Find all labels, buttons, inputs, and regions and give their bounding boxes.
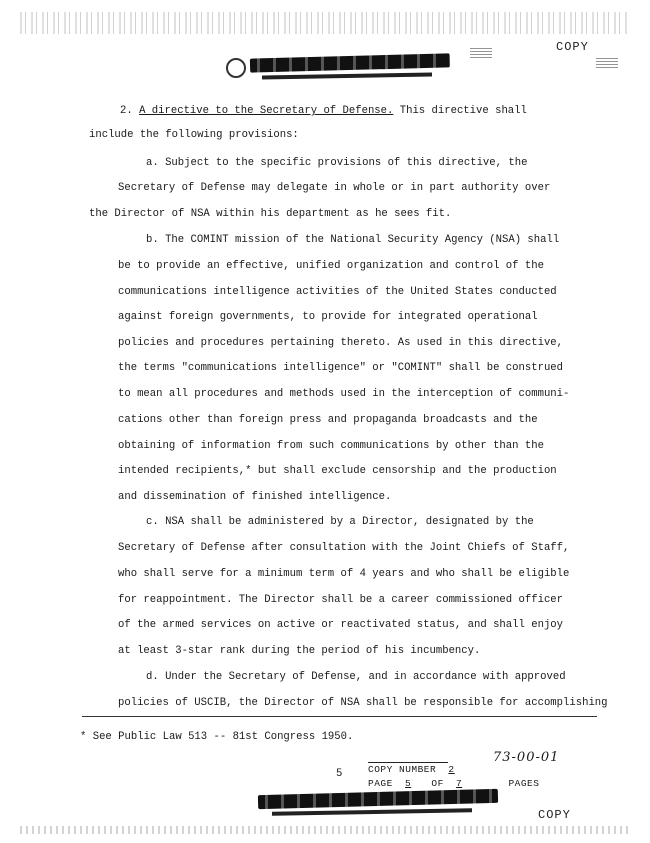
of-value: 7 [456, 778, 463, 789]
text-line: at least 3-star rank during the period of his incumbency. [118, 645, 481, 657]
text-line: a. Subject to the specific provisions of this directive, the [146, 157, 528, 169]
text-line: include the following provisions: [89, 129, 299, 141]
text-line: Secretary of Defense may delegate in whole or in part authority over [118, 182, 551, 194]
handwritten-mark-icon [596, 56, 618, 68]
handwritten-mark-icon [470, 46, 492, 58]
footnote: * See Public Law 513 -- 81st Congress 1950. [80, 731, 354, 743]
text-line: obtaining of information from such communications by other than the [118, 440, 544, 452]
handwritten-control-number: 73-00-01 [493, 750, 560, 765]
pages-label: PAGES [508, 778, 540, 789]
text-line: communications intelligence activities of the United States conducted [118, 286, 557, 298]
redaction-stamp-bottom [258, 789, 498, 809]
text-line: c. NSA shall be administered by a Director, designated by the [146, 516, 534, 528]
text-line: and dissemination of finished intelligence. [118, 491, 392, 503]
copy-stamp-top: COPY [556, 40, 589, 54]
copy-number-row [368, 764, 455, 775]
redaction-stamp-top [250, 53, 450, 72]
page-number: 5 [336, 768, 343, 780]
page-count-row [368, 778, 539, 789]
copy-number-label: COPY NUMBER [368, 764, 437, 775]
text-line: for reappointment. The Director shall be a career commissioned officer [118, 594, 564, 606]
footnote-rule [82, 716, 597, 717]
text-line: the Director of NSA within his department as he sees fit. [89, 208, 452, 220]
text-line: d. Under the Secretary of Defense, and in accordance with approved [146, 671, 566, 683]
redaction-underline-bottom [272, 808, 472, 815]
text-line: Secretary of Defense after consultation with the Joint Chiefs of Staff, [118, 542, 570, 554]
text-line: who shall serve for a minimum term of 4 years and who shall be eligible [118, 568, 570, 580]
text-line: against foreign governments, to provide for integrated operational [118, 311, 538, 323]
seal-icon [226, 58, 246, 78]
redaction-underline-top [262, 73, 432, 80]
text-line: intended recipients,* but shall exclude censorship and the production [118, 465, 557, 477]
text-line: b. The COMINT mission of the National Security Agency (NSA) shall [146, 234, 560, 246]
text-line: be to provide an effective, unified organization and control of the [118, 260, 544, 272]
control-strikeout [368, 762, 448, 763]
text-line: cations other than foreign press and propaganda broadcasts and the [118, 414, 538, 426]
text-line: the terms "communications intelligence" or "COMINT" shall be construed [118, 362, 564, 374]
text-line: 2. A directive to the Secretary of Defense. This directive shall [120, 105, 527, 117]
copy-number-value: 2 [448, 764, 455, 775]
copy-stamp-bottom: COPY [538, 808, 571, 822]
scan-noise-bottom [20, 826, 630, 834]
of-label: OF [431, 778, 444, 789]
scan-noise-top [20, 12, 630, 34]
page-value: 5 [405, 778, 412, 789]
text-line: to mean all procedures and methods used in the interception of communi- [118, 388, 570, 400]
page-label: PAGE [368, 778, 393, 789]
text-line: policies of USCIB, the Director of NSA shall be responsible for accomplishing [118, 697, 608, 709]
text-line: policies and procedures pertaining thereto. As used in this directive, [118, 337, 564, 349]
directive-heading: A directive to the Secretary of Defense. [139, 105, 394, 117]
text-line: of the armed services on active or reactivated status, and shall enjoy [118, 619, 564, 631]
